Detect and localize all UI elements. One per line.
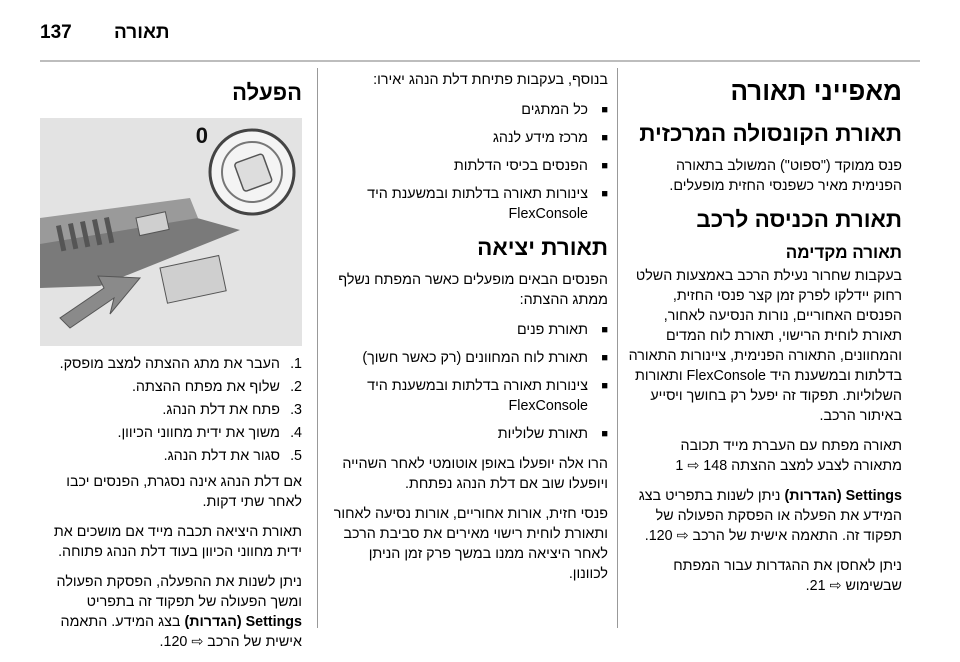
list-item: 4. משוך את ידית מחווני הכיוון. [40,423,302,443]
list-item: ■ צינורות תאורה בדלתות ובמשענת היד FlexConsole [330,376,608,416]
features-title: מאפייני תאורה [730,76,902,106]
operation-title: הפעלה [232,80,302,105]
door-light-list [330,100,608,224]
settings-text: Settings (הגדרות) ניתן לשנות בתפריט בצג המידע את הפעלה או הפסקת הפעולה של תפקוד זה. התאמה אישית של הרכב ⇨ 120. [638,488,902,544]
list-item: ■ כל המתגים [330,100,608,120]
list-item: ■ מרכז מידע לנהג [330,128,608,148]
column-operation [40,70,302,662]
surrounding-lights-text: פנסי חזית, אורות אחוריים, אורות נסיעה לאחור ותאורת לוחית רישוי מאירים את סביבת הרכב לאחר היציאה ממנו במשך פרק זמן הניתן לכוונון. [333,506,608,582]
cancel-note: תאורת היציאה תכבה מייד אם מושכים את ידית מחווני הכיוון בעוד דלת הנהג פתוחה. [53,524,302,560]
list-item: ■ תאורת לוח המחוונים (רק כאשר חשוך) [330,348,608,368]
list-item: ■ צינורות תאורה בדלתות ובמשענת היד FlexConsole [330,184,608,224]
ignition-text: תאורה מפתח עם העברת מייד תכובה מתאורה לצבע למצב ההצתה 148 ⇨ 1 [675,438,902,474]
column-divider [317,68,318,628]
page-header [40,14,920,54]
page-number: 137 [40,22,72,43]
list-item: 1. העבר את מתג ההצתה למצב מופסק. [40,354,302,374]
lever-illustration [40,118,302,346]
column-features [628,70,902,606]
settings-note: ניתן לשנות את ההפעלה, הפסקת הפעולה ומשך הפעולה של תפקוד זה בתפריט Settings (הגדרות) בצג המידע. התאמה אישית של הרכב ⇨ 120. [56,574,302,650]
welcome-light-text: בעקבות שחרור נעילת הרכב באמצעות השלט רחוק יידלקו לפרק זמן קצר פנסי החזית, הפנסים האחוריים, נורות הנסיעה לאחור, תאורת לוחית הרישוי, תאורת לוח המדים והמחוונים, התאורה הפנימית, ציינורות התאורה בדלתות ובמשענת היד FlexConsole ותאורות השלוליות. תפקוד זה יפעל רק בחושך ויסייע באיתור הרכב. [628,268,902,424]
list-item: ■ תאורת פנים [330,320,608,340]
column-divider [617,68,618,628]
lever-position-label: 0 [195,123,208,148]
console-light-heading: תאורת הקונסולה המרכזית [639,121,902,146]
door-open-note: אם דלת הנהג אינה נסגרת, הפנסים יכבו לאחר שתי דקות. [66,474,302,510]
list-item: ■ תאורת שלוליות [330,424,608,444]
list-item: 5. סגור את דלת הנהג. [40,446,302,466]
operation-steps [40,354,302,466]
list-item: 3. פתח את דלת הנהג. [40,400,302,420]
list-item: 2. שלוף את מפתח ההצתה. [40,377,302,397]
section-title: תאורה [114,22,170,43]
header-rule [40,60,920,62]
turn-signal-lever-image [40,118,302,346]
welcome-light-heading: תאורה מקדימה [785,243,902,262]
column-exit [330,70,608,594]
console-light-text: פנס ממוקד ("ספוט") המשולב בתאורה הפנימית מאיר כשפנסי החזית מופעלים. [669,158,902,194]
list-item: ■ הפנסים בכיסי הדלתות [330,156,608,176]
entry-light-heading: תאורת הכניסה לרכב [696,207,902,232]
exit-light-heading: תאורת יציאה [477,235,608,260]
exit-light-text: הפנסים הבאים מופעלים כאשר המפתח נשלף ממתג ההצתה: [338,272,608,308]
key-memory-text: ניתן לאחסן את ההגדרות עבור המפתח שבשימוש ⇨ 21. [673,558,902,594]
door-intro-text: בנוסף, בעקבות פתיחת דלת הנהג יאירו: [373,72,608,88]
exit-light-list [330,320,608,444]
auto-off-text: הרו אלה יופעלו באופן אוטומטי לאחר השהייה ויופעלו שוב אם דלת הנהג נפתחת. [342,456,608,492]
